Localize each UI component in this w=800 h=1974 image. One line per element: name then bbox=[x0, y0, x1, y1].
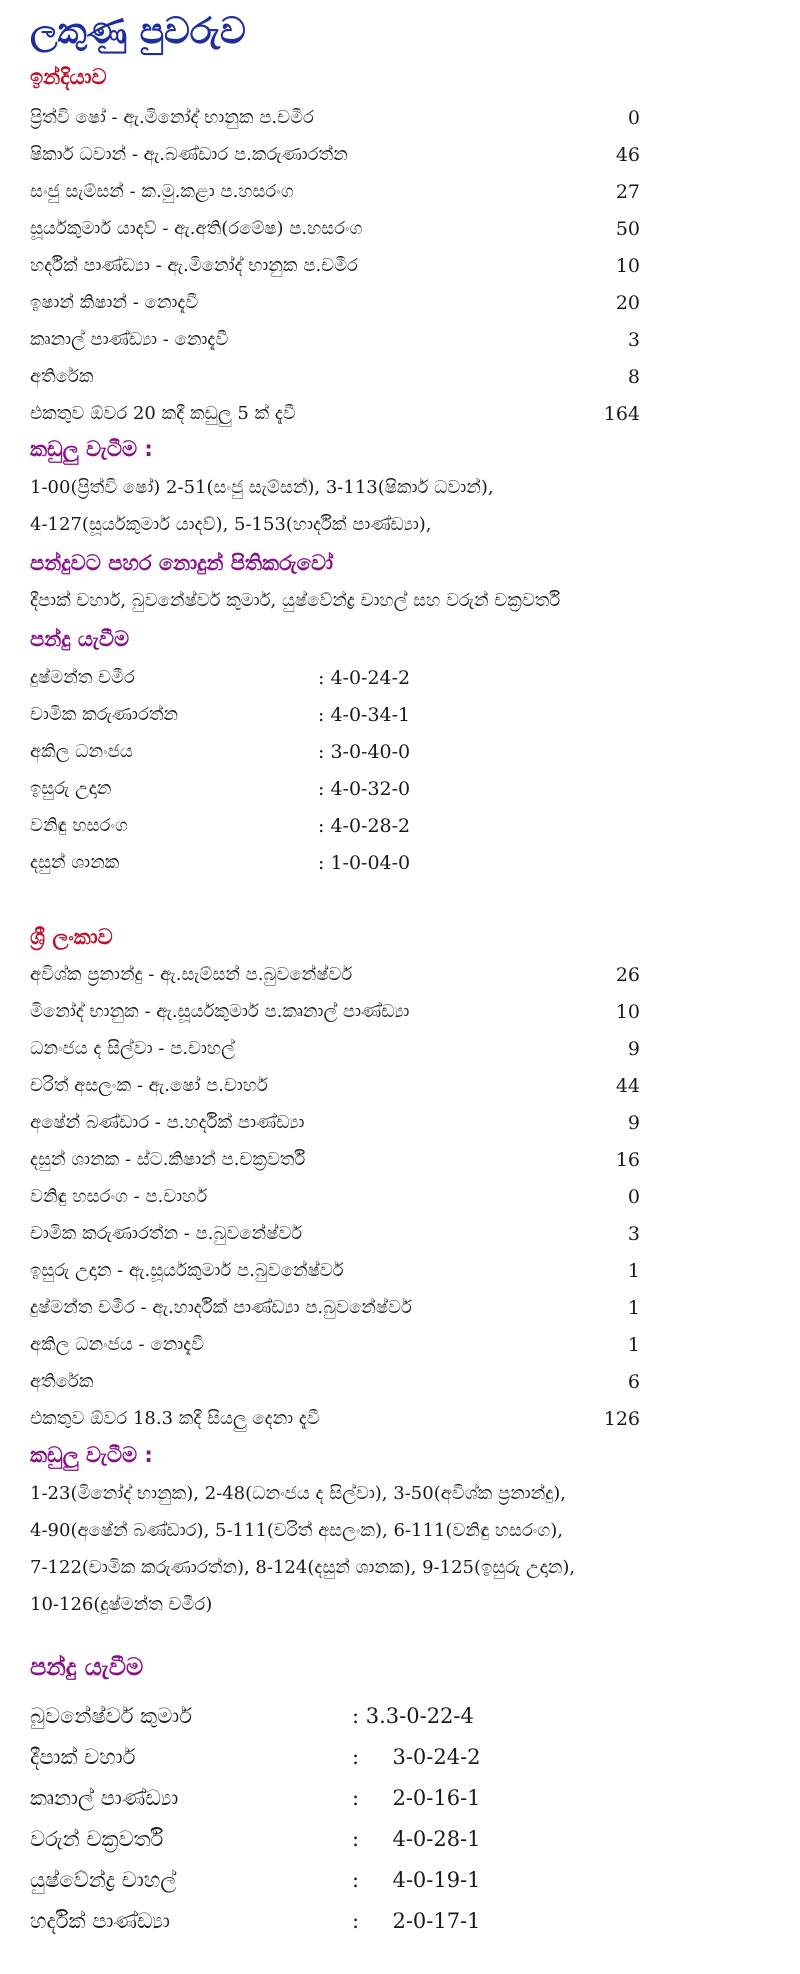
bowler-name: චාමික කරුණාරත්න bbox=[30, 704, 179, 725]
bowler-figures: : 2-0-17-1 bbox=[352, 1909, 481, 1933]
batting-row bbox=[30, 1327, 640, 1364]
sri-lanka-batting-list bbox=[30, 957, 640, 1438]
batter-runs: 10 bbox=[615, 1001, 640, 1023]
batter-runs: 46 bbox=[615, 144, 640, 166]
fow-line: 4-127(සූර්යකුමාර් යාදව්), 5-153(හාර්දික් පාණ්ඩ්‍යා), bbox=[30, 514, 432, 535]
bowler-name: කෘනාල් පාණ්ඩ්‍යා bbox=[30, 1786, 179, 1810]
page-title: ලකුණු පුවරුව bbox=[30, 11, 246, 52]
india-bowling-heading: පන්දු යැවීම bbox=[30, 627, 130, 651]
batting-row bbox=[30, 1216, 640, 1253]
bowler-name: වරුන් චක්‍රවර්ති bbox=[30, 1827, 164, 1851]
total-label: එකතුව ඕවර 20 කදී කඩුලු 5 ක් දැවී bbox=[30, 403, 296, 424]
bowler-figures: : 4-0-34-1 bbox=[318, 704, 411, 726]
batting-row bbox=[30, 100, 640, 137]
bowler-figures: : 4-0-28-1 bbox=[352, 1827, 481, 1851]
bowler-figures: : 4-0-24-2 bbox=[318, 667, 411, 689]
bowling-row bbox=[30, 697, 730, 734]
batter-runs: 20 bbox=[615, 292, 640, 314]
batter-runs: 9 bbox=[627, 1038, 640, 1060]
batting-row bbox=[30, 1031, 640, 1068]
bowling-row bbox=[30, 1738, 730, 1779]
batter-runs: 9 bbox=[627, 1112, 640, 1134]
bowler-figures: : 4-0-32-0 bbox=[318, 778, 411, 800]
bowling-row bbox=[30, 1902, 730, 1943]
bowling-row bbox=[30, 808, 730, 845]
batting-row bbox=[30, 1068, 640, 1105]
batting-row bbox=[30, 994, 640, 1031]
bowler-figures: : 1-0-04-0 bbox=[318, 852, 411, 874]
fow-line: 10-126(දුෂ්මන්ත චමීර) bbox=[30, 1594, 213, 1615]
india-heading: ඉන්දියාව bbox=[30, 65, 107, 89]
bowler-figures: : 4-0-19-1 bbox=[352, 1868, 481, 1892]
batter-runs: 50 bbox=[615, 218, 640, 240]
bowler-figures: : 3-0-24-2 bbox=[352, 1745, 481, 1769]
bowling-row bbox=[30, 1861, 730, 1902]
fow-line: 1-23(මිනෝද් භානුක), 2-48(ධනංජය ද සිල්වා), 3-50(අවිශ්ක ප්‍රනාන්දු), bbox=[30, 1483, 567, 1504]
batter-label: චාමික කරුණාරත්න - ප.බුවනේෂ්වර් bbox=[30, 1223, 303, 1244]
bowling-row bbox=[30, 771, 730, 808]
fow-line: 4-90(අෂේන් බණ්ඩාර), 5-111(චරිත් අසලංක), 6-111(වනිඳු හසරංග), bbox=[30, 1520, 564, 1541]
bowler-figures: : 2-0-16-1 bbox=[352, 1786, 481, 1810]
bowler-name: යුෂ්වේන්ද්‍ර චාහල් bbox=[30, 1868, 177, 1892]
batter-label: ධනංජය ද සිල්වා - ප.චාහල් bbox=[30, 1038, 235, 1059]
batter-label: ප්‍රිත්වි ෂෝ - ඇ.මිනෝද් භානුක ප.චමීර bbox=[30, 107, 314, 128]
total-runs: 164 bbox=[603, 403, 640, 425]
batting-row bbox=[30, 1290, 640, 1327]
batter-label: අකිල ධනංජය - නොදැවී bbox=[30, 1334, 205, 1355]
batting-row bbox=[30, 322, 640, 359]
batter-label: කෘනාල් පාණ්ඩ්‍යා - නොදැවී bbox=[30, 329, 229, 350]
extras-label: අතිරේක bbox=[30, 366, 94, 387]
batter-runs: 16 bbox=[615, 1149, 640, 1171]
india-dnb-text bbox=[30, 582, 770, 619]
extras-label: අතිරේක bbox=[30, 1371, 94, 1392]
batter-label: දුෂ්මන්ත චමීර - ඇ.හාර්දික් පාණ්ඩ්‍යා ප.බුවනේෂ්වර් bbox=[30, 1297, 412, 1318]
batting-row bbox=[30, 137, 640, 174]
extras-row bbox=[30, 359, 640, 396]
batter-label: චරිත් අසලංක - ඇ.ෂෝ ප.චාහර් bbox=[30, 1075, 268, 1096]
batter-runs: 27 bbox=[615, 181, 640, 203]
bowler-name: අකිල ධනංජය bbox=[30, 741, 133, 762]
total-row bbox=[30, 396, 640, 433]
bowler-name: දසුන් ශානක bbox=[30, 852, 120, 873]
bowler-name: දුෂ්මන්ත චමීර bbox=[30, 667, 135, 688]
batter-runs: 0 bbox=[627, 107, 640, 129]
extras-row bbox=[30, 1364, 640, 1401]
batting-row bbox=[30, 957, 640, 994]
batter-label: සංජු සැම්සන් - ක.මු.කළා ප.හසරංග bbox=[30, 181, 294, 202]
batter-runs: 44 bbox=[615, 1075, 640, 1097]
total-row bbox=[30, 1401, 640, 1438]
batter-label: ඉසුරු උදාන - ඇ.සූර්යකුමාර් ප.බුවනේෂ්වර් bbox=[30, 1260, 344, 1281]
batter-label: වනිඳු හසරංග - ප.චාහර් bbox=[30, 1186, 208, 1207]
bowling-row bbox=[30, 1697, 730, 1738]
batting-row bbox=[30, 174, 640, 211]
bowler-name: බුවනේෂ්වර් කුමාර් bbox=[30, 1704, 192, 1728]
extras-runs: 6 bbox=[627, 1371, 640, 1393]
batting-row bbox=[30, 285, 640, 322]
bowler-figures: : 3.3-0-22-4 bbox=[352, 1704, 474, 1728]
batter-label: ඉෂාන් කිෂාන් - නොදැවී bbox=[30, 292, 199, 313]
batter-runs: 0 bbox=[627, 1186, 640, 1208]
india-dnb-heading: පන්දුවට පහර නොදුන් පිතිකරුවෝ bbox=[30, 551, 333, 575]
bowler-name: හර්දික් පාණ්ඩ්‍යා bbox=[30, 1909, 170, 1933]
bowler-figures: : 4-0-28-2 bbox=[318, 815, 411, 837]
batter-runs: 26 bbox=[615, 964, 640, 986]
bowling-row bbox=[30, 845, 730, 882]
india-batting-list bbox=[30, 100, 640, 433]
extras-runs: 8 bbox=[627, 366, 640, 388]
fow-line: 1-00(ප්‍රිත්වි ෂෝ) 2-51(සංජු සැම්සන්), 3-113(ෂිකාර් ධවාන්), bbox=[30, 477, 494, 498]
batting-row bbox=[30, 1142, 640, 1179]
bowler-name: වනිඳු හසරංග bbox=[30, 815, 128, 836]
bowler-figures: : 3-0-40-0 bbox=[318, 741, 411, 763]
batter-runs: 1 bbox=[627, 1297, 640, 1319]
batter-label: අෂේන් බණ්ඩාර - ප.හර්දික් පාණ්ඩ්‍යා bbox=[30, 1112, 305, 1133]
batter-runs: 3 bbox=[627, 329, 640, 351]
bowling-row bbox=[30, 734, 730, 771]
fow-line: 7-122(චාමික කරුණාරත්න), 8-124(දසුන් ශානක), 9-125(ඉසුරු උදාන), bbox=[30, 1557, 576, 1578]
bowling-row bbox=[30, 1779, 730, 1820]
india-fow-text bbox=[30, 469, 770, 543]
bowling-row bbox=[30, 660, 730, 697]
sri-lanka-bowling-list bbox=[30, 1697, 730, 1943]
batting-row bbox=[30, 1105, 640, 1142]
sri-lanka-fow-text bbox=[30, 1475, 770, 1623]
bowler-name: දීපාක් චහාර් bbox=[30, 1745, 136, 1769]
batter-label: අවිශ්ක ප්‍රනාන්දු - ඇ.සැම්සන් ප.බුවනේෂ්වර් bbox=[30, 964, 353, 985]
batter-label: හර්දික් පාණ්ඩ්‍යා - ඇ.මිනෝද් භානුක ප.චමීර bbox=[30, 255, 358, 276]
total-runs: 126 bbox=[603, 1408, 640, 1430]
batter-runs: 3 bbox=[627, 1223, 640, 1245]
batter-label: ෂිකාර් ධවාන් - ඇ.බණ්ඩාර ප.කරුණාරත්න bbox=[30, 144, 348, 165]
batting-row bbox=[30, 248, 640, 285]
bowler-name: ඉසුරු උදාන bbox=[30, 778, 112, 799]
batter-runs: 1 bbox=[627, 1334, 640, 1356]
sri-lanka-bowling-heading: පන්දු යැවීම bbox=[30, 1653, 144, 1681]
batter-label: මිනෝද් භානුක - ඇ.සූර්යකුමාර් ප.කෘනාල් පාණ්ඩ්‍යා bbox=[30, 1001, 410, 1022]
india-fow-heading: කඩුලු වැටීම : bbox=[30, 437, 153, 461]
batting-row bbox=[30, 211, 640, 248]
total-label: එකතුව ඕවර 18.3 කදී සියලු දෙනා දැවී bbox=[30, 1408, 320, 1429]
dnb-line: දීපාක් චහාර්, බුවනේෂ්වර් කුමාර්, යුෂ්වේන්ද්‍ර චාහල් සහ වරුන් චක්‍රවර්ති bbox=[30, 590, 561, 611]
batting-row bbox=[30, 1179, 640, 1216]
batter-runs: 1 bbox=[627, 1260, 640, 1282]
sri-lanka-fow-heading: කඩුලු වැටීම : bbox=[30, 1443, 153, 1467]
india-bowling-list bbox=[30, 660, 730, 882]
batting-row bbox=[30, 1253, 640, 1290]
batter-label: දසුන් ශානක - ස්ට.කිෂාන් ප.චක්‍රවර්ති bbox=[30, 1149, 306, 1170]
batter-label: සූර්යකුමාර් යාදව් - ඇ.අති(රමේෂ) ප.හසරංග bbox=[30, 218, 363, 239]
bowling-row bbox=[30, 1820, 730, 1861]
sri-lanka-heading: ශ්‍රී ලංකාව bbox=[30, 925, 113, 949]
batter-runs: 10 bbox=[615, 255, 640, 277]
